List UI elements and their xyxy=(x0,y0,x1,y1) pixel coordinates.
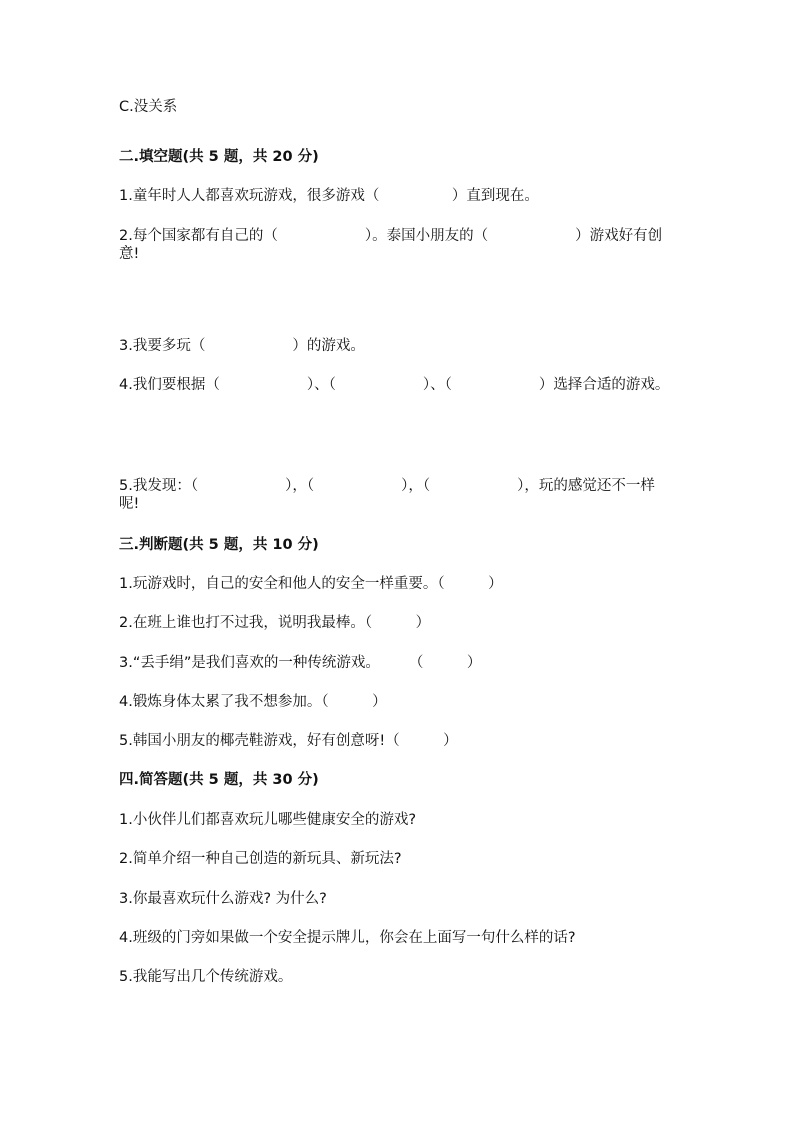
judgment-question-5: 5.韩国小朋友的椰壳鞋游戏，好有创意呀!（ ） xyxy=(119,733,458,749)
short-answer-question-3: 3.你最喜欢玩什么游戏? 为什么? xyxy=(119,891,327,907)
short-answer-question-5: 5.我能写出几个传统游戏。 xyxy=(119,969,293,985)
section-short-answer-heading: 四.简答题(共 5 题，共 30 分) xyxy=(119,772,319,788)
short-answer-question-2: 2.简单介绍一种自己创造的新玩具、新玩法? xyxy=(119,851,402,867)
section-judgment-heading: 三.判断题(共 5 题，共 10 分) xyxy=(119,537,319,553)
judgment-question-1: 1.玩游戏时，自己的安全和他人的安全一样重要。（ ） xyxy=(119,576,503,592)
judgment-question-3: 3.“丢手绢”是我们喜欢的一种传统游戏。 （ ） xyxy=(119,655,482,671)
judgment-question-4: 4.锻炼身体太累了我不想参加。（ ） xyxy=(119,694,387,710)
short-answer-question-4: 4.班级的门旁如果做一个安全提示牌儿，你会在上面写一句什么样的话? xyxy=(119,930,576,946)
fill-blank-question-2: 2.每个国家都有自己的（ ）。泰国小朋友的（ ）游戏好有创意! xyxy=(119,228,663,262)
section-fill-blank-heading: 二.填空题(共 5 题，共 20 分) xyxy=(119,149,319,165)
short-answer-question-1: 1.小伙伴儿们都喜欢玩儿哪些健康安全的游戏? xyxy=(119,812,417,828)
fill-blank-question-1: 1.童年时人人都喜欢玩游戏，很多游戏（ ）直到现在。 xyxy=(119,188,539,204)
option-c: C.没关系 xyxy=(119,99,178,115)
fill-blank-question-3: 3.我要多玩（ ）的游戏。 xyxy=(119,338,365,354)
fill-blank-question-4: 4.我们要根据（ ）、（ ）、（ ）选择合适的游戏。 xyxy=(119,377,670,393)
fill-blank-question-5: 5.我发现：（ ），（ ），（ ），玩的感觉还不一样呢! xyxy=(119,478,655,512)
judgment-question-2: 2.在班上谁也打不过我，说明我最棒。（ ） xyxy=(119,615,431,631)
